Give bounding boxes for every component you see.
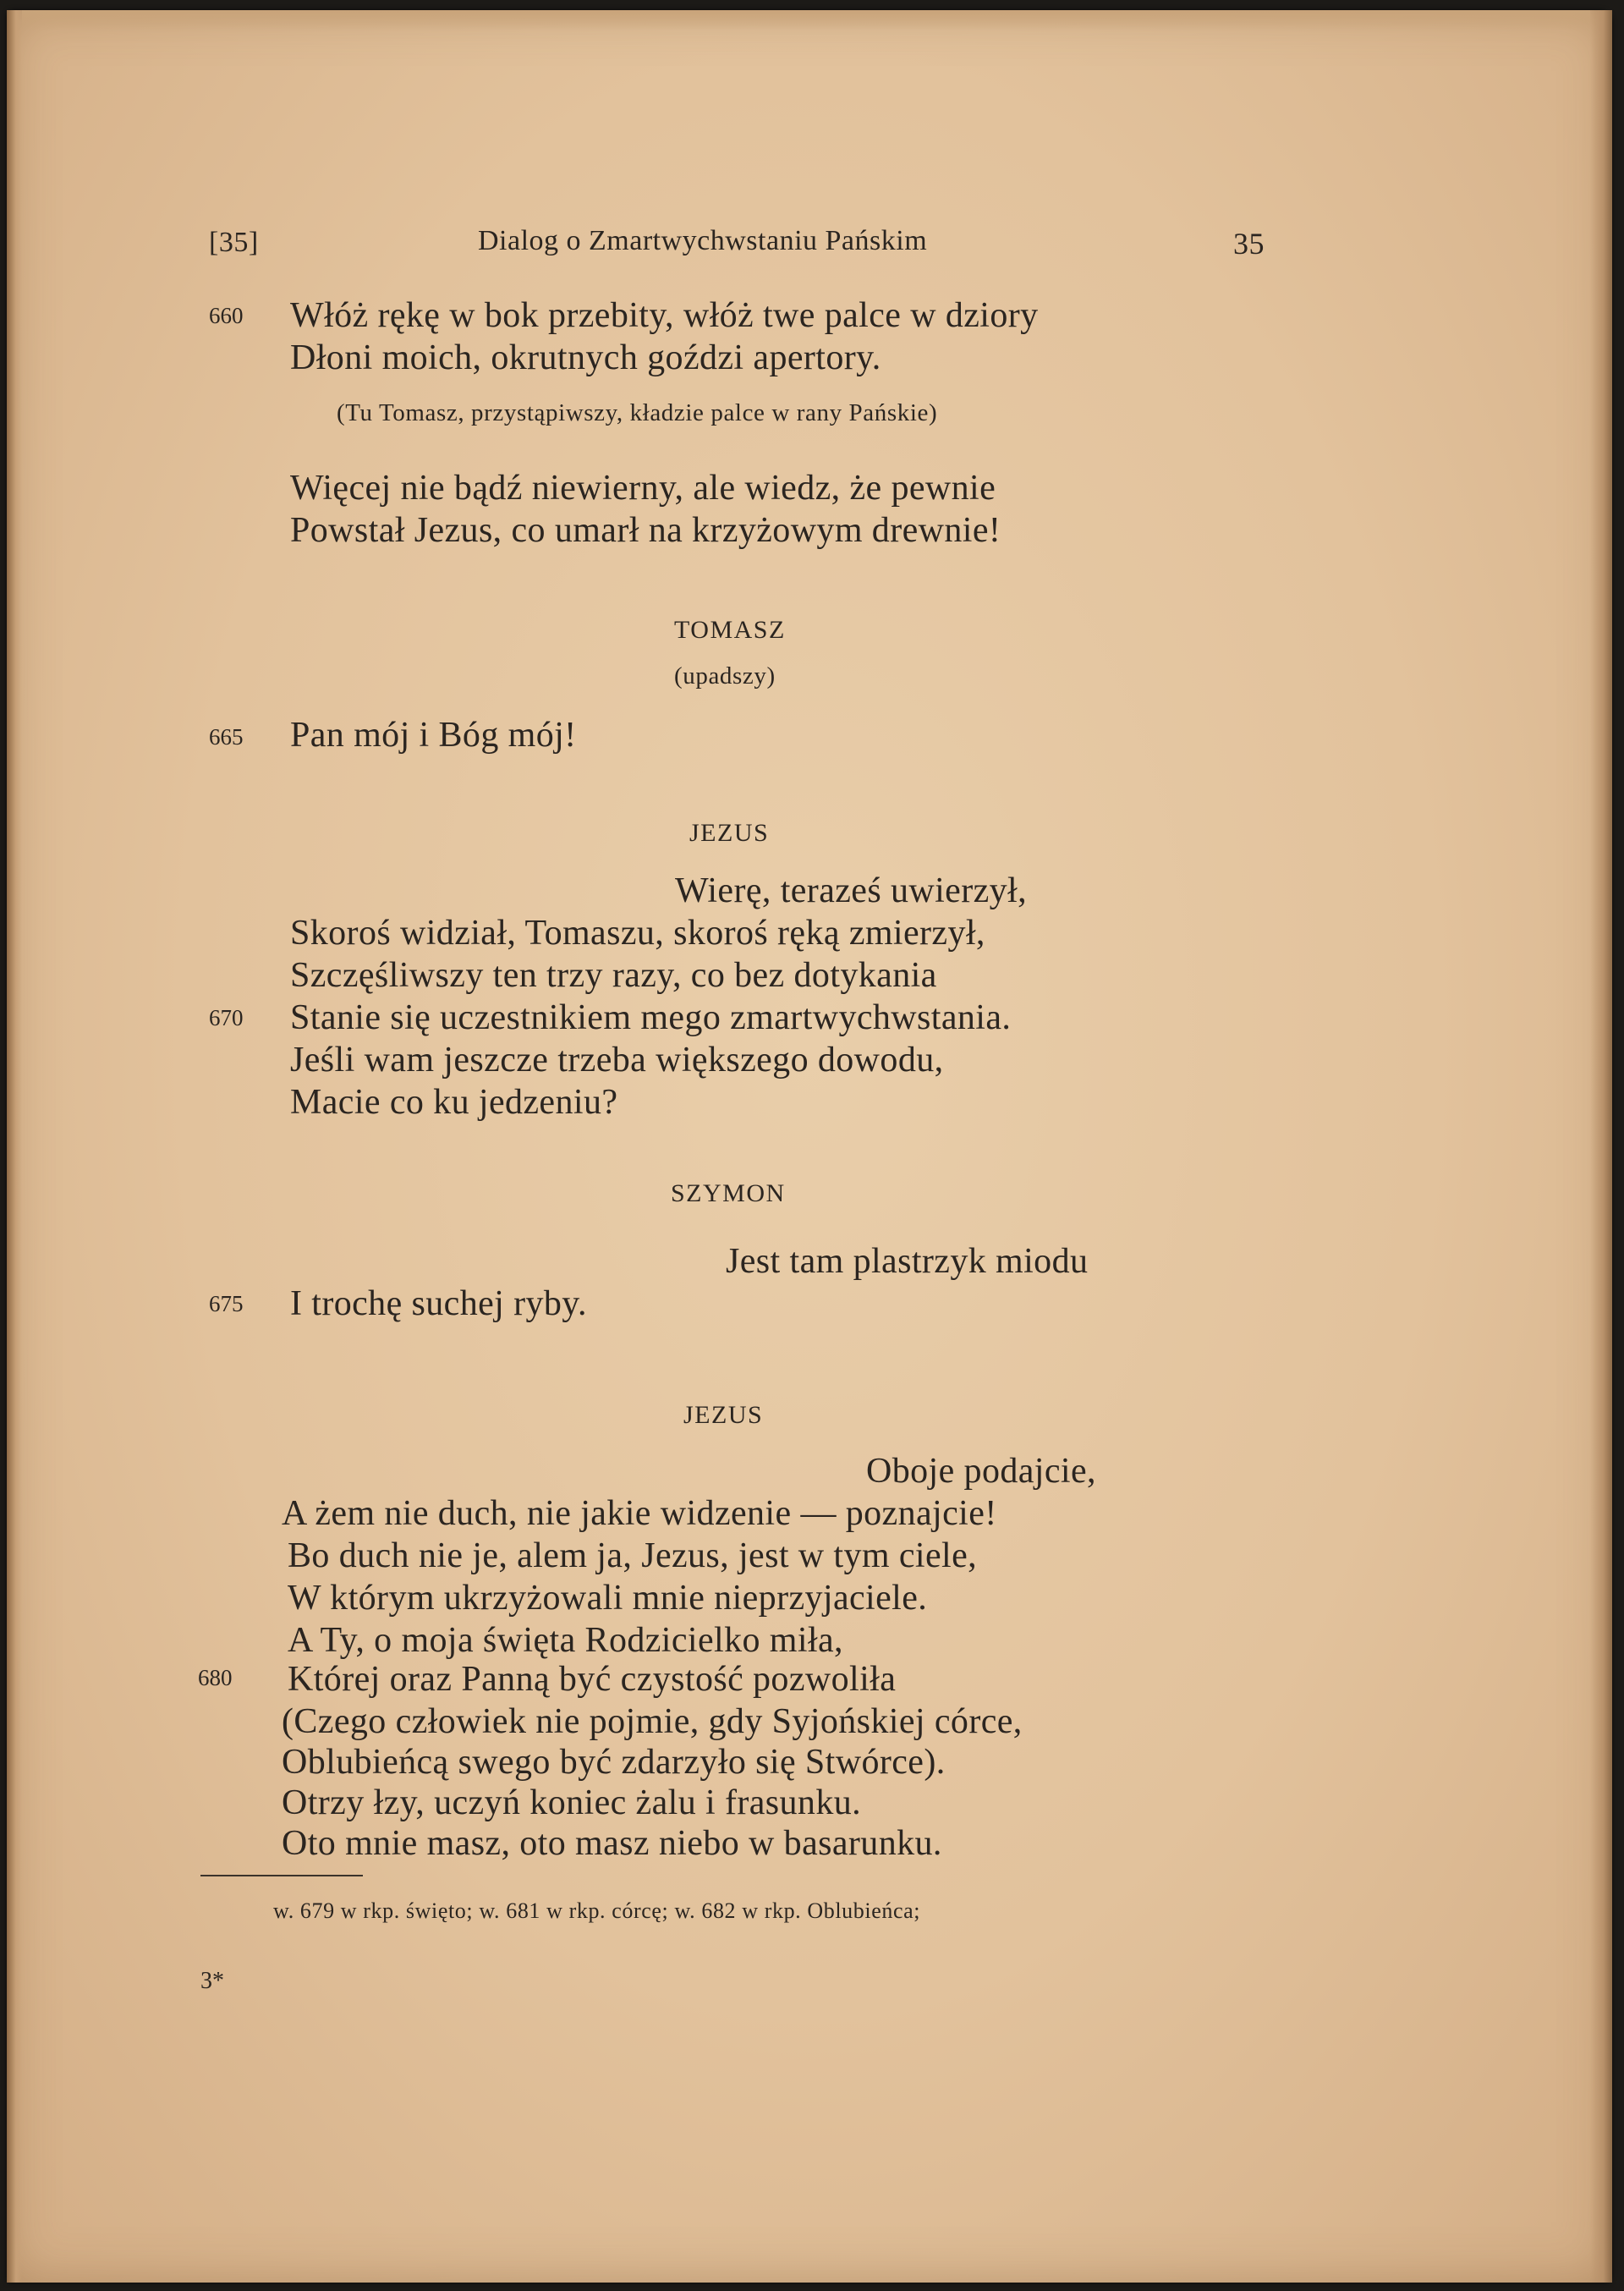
verse-line: Więcej nie bądź niewierny, ale wiedz, że pewnie [290,469,996,508]
verse-line: W którym ukrzyżowali mnie nieprzyjaciele. [288,1579,928,1618]
signature-mark: 3* [200,1968,224,1994]
line-number-665: 665 [209,724,244,750]
verse-line: I trochę suchej ryby. [290,1284,587,1323]
verse-line: Otrzy łzy, uczyń koniec żalu i frasunku. [282,1783,862,1822]
verse-line: Oboje podajcie, [866,1452,1096,1491]
line-number-675: 675 [209,1291,244,1316]
verse-line: Szczęśliwszy ten trzy razy, co bez dotykania [290,956,937,995]
running-title: Dialog o Zmartwychwstaniu Pańskim [478,225,928,256]
verse-line: A żem nie duch, nie jakie widzenie — poznajcie! [282,1494,997,1533]
verse-line: Skoroś widział, Tomaszu, skoroś ręką zmierzył, [290,914,985,953]
line-number-680: 680 [198,1665,233,1690]
line-number-670: 670 [209,1005,244,1030]
verse-line: Bo duch nie je, alem ja, Jezus, jest w tym ciele, [288,1536,978,1575]
verse-line: Stanie się uczestnikiem mego zmartwychwstania. [290,998,1012,1037]
footnote-rule [200,1875,363,1876]
verse-line: Której oraz Panną być czystość pozwoliła [288,1660,897,1699]
verse-line: Oblubieńcą swego być zdarzyło się Stwórce). [282,1743,946,1782]
verse-line: A Ty, o moja święta Rodzicielko miła, [288,1621,843,1660]
speaker-name: SZYMON [671,1179,786,1207]
verse-line: Pan mój i Bóg mój! [290,716,577,755]
verse-line: Dłoni moich, okrutnych goździ apertory. [290,338,881,377]
footnote: w. 679 w rkp. święto; w. 681 w rkp. córcę; w. 682 w rkp. Oblubieńca; [273,1898,921,1923]
verse-line: Powstał Jezus, co umarł na krzyżowym drewnie! [290,511,1001,550]
verse-line: Wierę, teraześ uwierzył, [675,871,1028,910]
verse-line: Macie co ku jedzeniu? [290,1083,618,1122]
page-right-edge [1590,10,1612,2283]
page-spine-shadow [7,10,22,2283]
speaker-name: JEZUS [683,1401,764,1429]
page-number: 35 [1233,227,1265,261]
speaker-direction: (upadszy) [674,662,776,689]
verse-line: Jeśli wam jeszcze trzeba większego dowodu, [290,1041,944,1080]
speaker-name: JEZUS [689,819,770,847]
page-top-edge [22,10,1590,30]
verse-line: Jest tam plastrzyk miodu [726,1242,1089,1281]
verse-line: (Czego człowiek nie pojmie, gdy Syjońskiej córce, [282,1702,1023,1741]
stage-direction: (Tu Tomasz, przystąpiwszy, kładzie palce w rany Pańskie) [337,399,938,426]
line-number-660: 660 [209,303,244,328]
speaker-name: TOMASZ [674,616,786,644]
verse-line: Oto mnie masz, oto masz niebo w basarunku. [282,1824,942,1863]
page-ref-bracketed: [35] [209,227,259,258]
verse-line: Włóż rękę w bok przebity, włóż twe palce w dziory [290,296,1039,335]
